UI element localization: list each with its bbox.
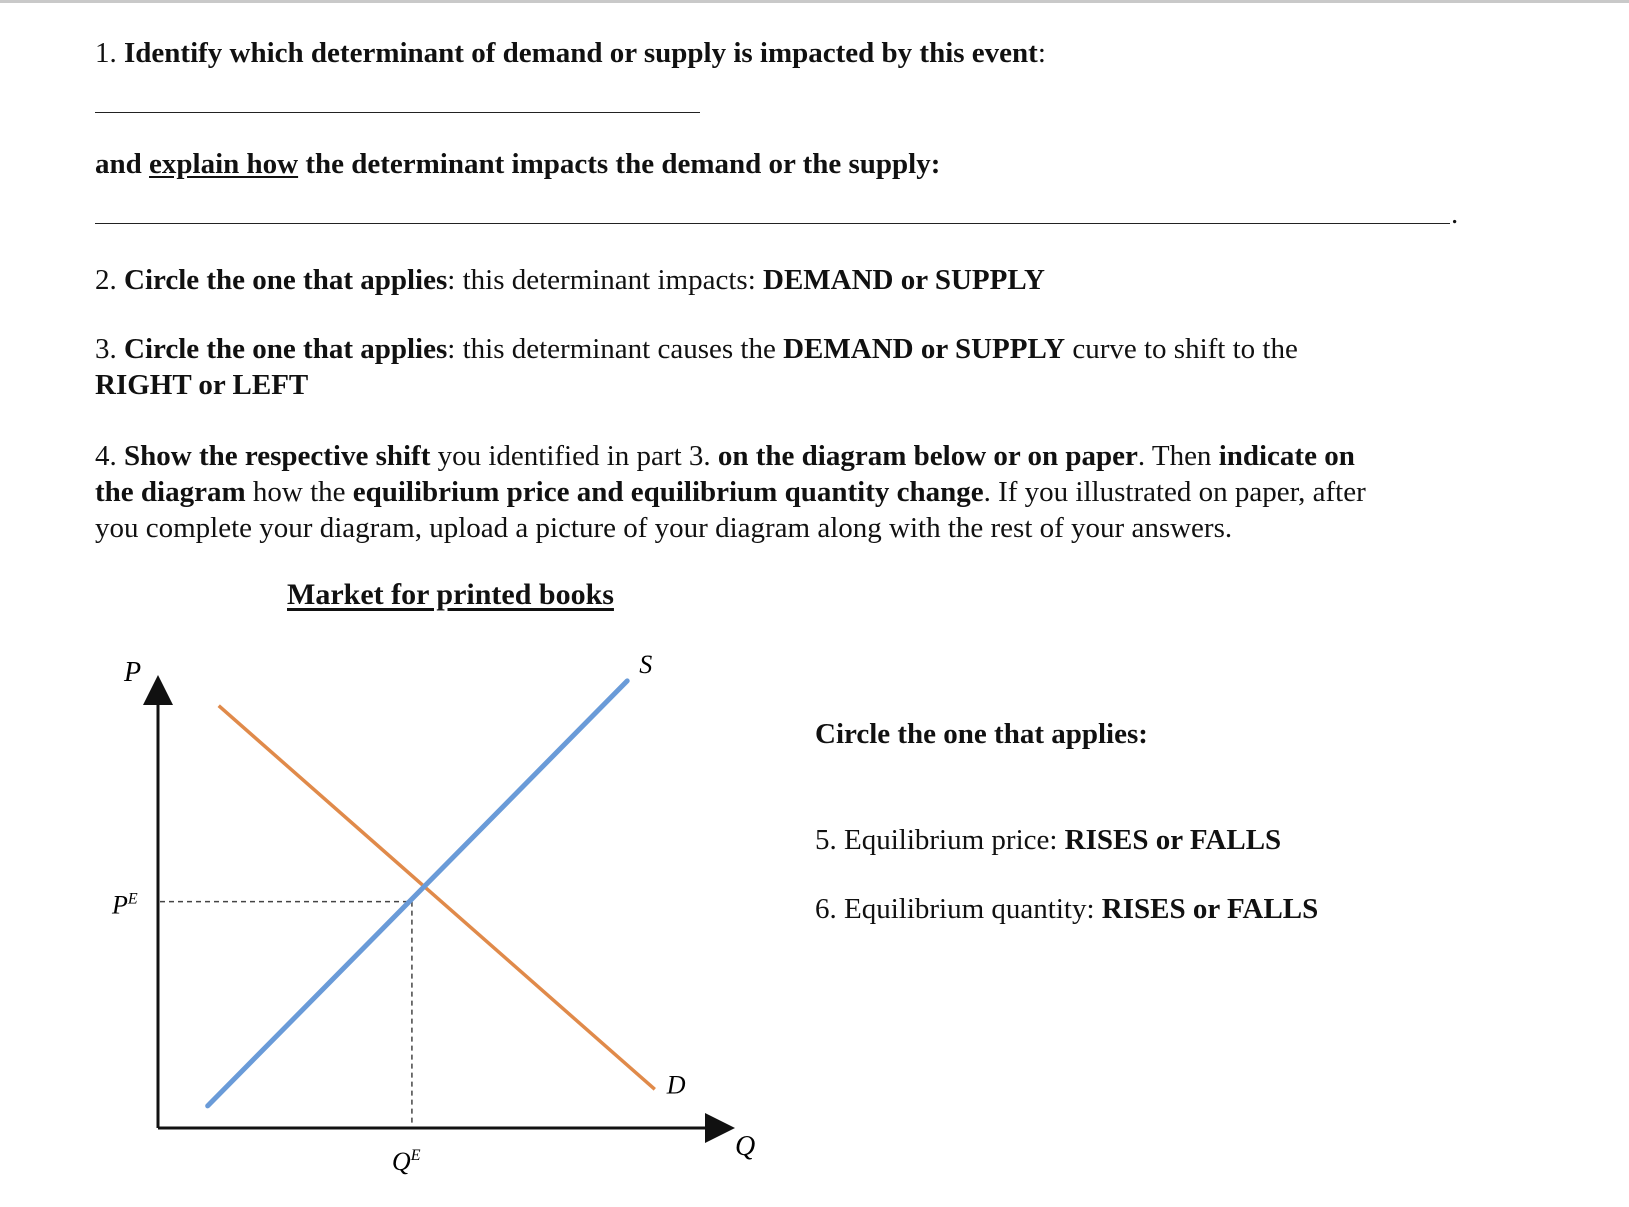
q1-end-dot: . [1451, 198, 1459, 230]
q4-number: 4. [95, 440, 117, 472]
q4-t3: how the [252, 476, 346, 508]
q6-label: 6. Equilibrium quantity: [815, 893, 1095, 925]
q2-number: 2. [95, 264, 117, 296]
q6-options: RISES or FALLS [1101, 893, 1319, 925]
q4-b1: Show the respective shift [124, 440, 431, 472]
q1-prompt-bold: Identify which determinant of demand or supply is impacted by this event [124, 37, 1038, 69]
q4-b5: equilibrium price and equilibrium quantity change [352, 476, 984, 508]
q3-bold-lead: Circle the one that applies [124, 333, 448, 365]
q4-b4: the diagram [95, 476, 246, 508]
q1-colon: : [1037, 37, 1046, 69]
supply-curve[interactable] [208, 681, 628, 1106]
q3-text-2: curve to shift to the [1072, 333, 1298, 365]
q2-bold-lead: Circle the one that applies [124, 264, 448, 296]
q4-t2: . Then [1137, 440, 1212, 472]
side-heading [815, 716, 1148, 752]
q2-text-body: : this determinant impacts: [447, 264, 756, 296]
q1-explain-how: explain how [149, 148, 299, 180]
q1-explain-rest: the determinant impacts the demand or the supply: [305, 148, 941, 180]
q1-and: and [95, 148, 142, 180]
q6-text [815, 891, 1318, 927]
side-heading-text: Circle the one that applies: [815, 718, 1148, 750]
q4-b2: on the diagram below or on paper [717, 440, 1138, 472]
y-axis-label: P [124, 657, 142, 688]
x-axis-label: Q [735, 1131, 756, 1162]
demand-label: D [666, 1070, 686, 1100]
chart-title: Market for printed books [287, 578, 614, 611]
q5-options: RISES or FALLS [1064, 824, 1282, 856]
q4-b3: indicate on [1218, 440, 1355, 472]
q4-t5: you complete your diagram, upload a picture of your diagram along with the rest of your answers. [95, 512, 1233, 544]
q2-options: DEMAND or SUPPLY [763, 264, 1045, 296]
equilibrium-price-label: $P^E$ [112, 890, 138, 920]
q5-text [815, 822, 1281, 858]
q3-text-1: : this determinant causes the [447, 333, 776, 365]
q4-t4: . If you illustrated on paper, after [983, 476, 1366, 508]
q1-number: 1. [95, 37, 117, 69]
supply-label: S [639, 649, 653, 679]
q4-t1: you identified in part 3. [437, 440, 711, 472]
equilibrium-quantity-label: $Q^E$ [391, 1147, 421, 1176]
q3-options-1: DEMAND or SUPPLY [783, 333, 1066, 365]
q3-number: 3. [95, 333, 117, 365]
q5-label: 5. Equilibrium price: [815, 824, 1058, 856]
q3-options-2: RIGHT or LEFT [95, 369, 309, 401]
